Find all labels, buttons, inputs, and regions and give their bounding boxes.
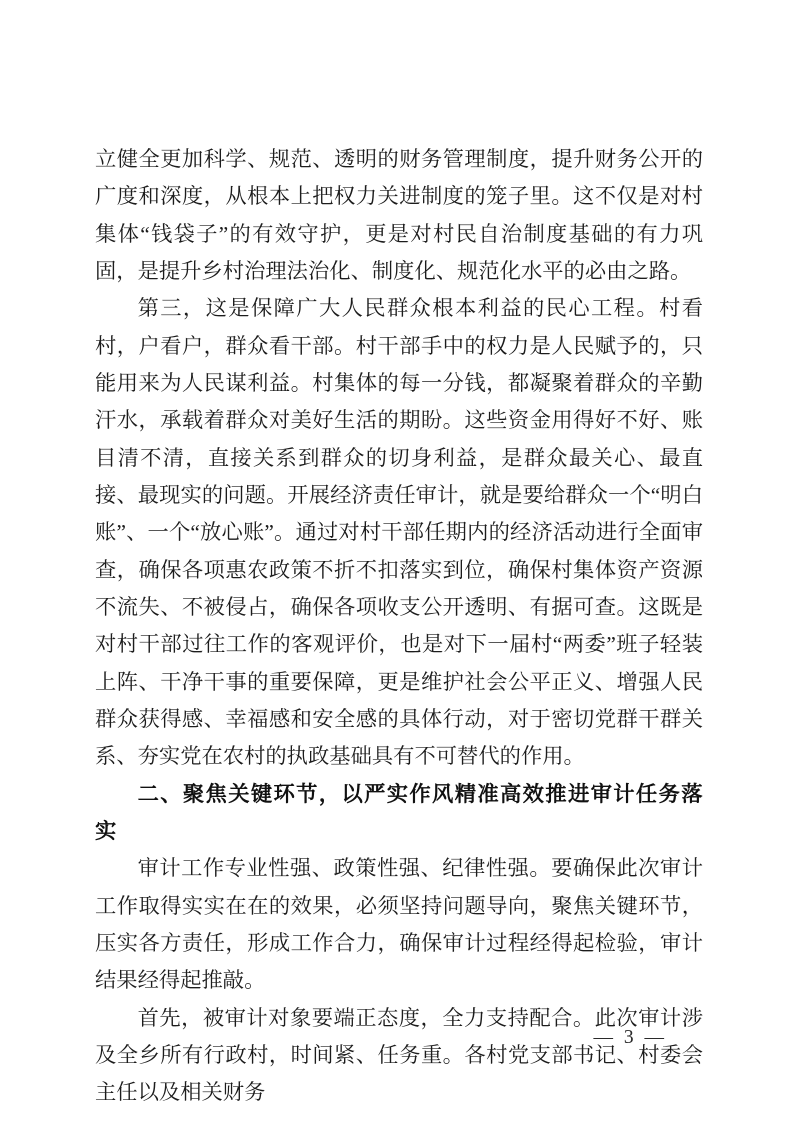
page-number: — 3 —	[593, 1027, 667, 1048]
paragraph-third-point: 第三，这是保障广大人民群众根本利益的民心工程。村看村，户看户，群众看干部。村干部手中的权力是人民赋予的，只能用来为人民谋利益。村集体的每一分钱，都凝聚着群众的辛勤汗水，承载着群众对美好生活的期盼。这些资金用得好不好、账目清不清，直接关系到群众的切身利益，是群众最关心、最直接、最现实的问题。开展经济责任审计，就是要给群众一个“明白账”、一个“放心账”。通过对村干部任期内的经济活动进行全面审查，确保各项惠农政策不折不扣落实到位，确保村集体资产资源不流失、不被侵占，确保各项收支公开透明、有据可查。这既是对村干部过往工作的客观评价，也是对下一届村“两委”班子轻装上阵、干净干事的重要保障，更是维护社会公平正义、增强人民群众获得感、幸福感和安全感的具体行动，对于密切党群干群关系、夯实党在农村的执政基础具有不可替代的作用。	[95, 296, 703, 769]
paragraph-continuation: 立健全更加科学、规范、透明的财务管理制度，提升财务公开的广度和深度，从根本上把权力关进制度的笼子里。这不仅是对村集体“钱袋子”的有效守护，更是对村民自治制度基础的有力巩固，是提升乡村治理法治化、制度化、规范化水平的必由之路。	[95, 147, 703, 283]
paragraph-audited-subjects: 首先，被审计对象要端正态度，全力支持配合。此次审计涉及全乡所有行政村，时间紧、任务重。各村党支部书记、村委会主任以及相关财务	[95, 1005, 703, 1105]
document-body	[95, 141, 703, 1112]
section-heading-two: 二、聚焦关键环节，以严实作风精准高效推进审计任务落实	[95, 781, 703, 843]
paragraph-audit-requirements: 审计工作专业性强、政策性强、纪律性强。要确保此次审计工作取得实实在在的效果，必须坚持问题导向，聚焦关键环节，压实各方责任，形成工作合力，确保审计过程经得起检验，审计结果经得起推敲。	[95, 856, 703, 993]
page-footer	[0, 1027, 793, 1049]
